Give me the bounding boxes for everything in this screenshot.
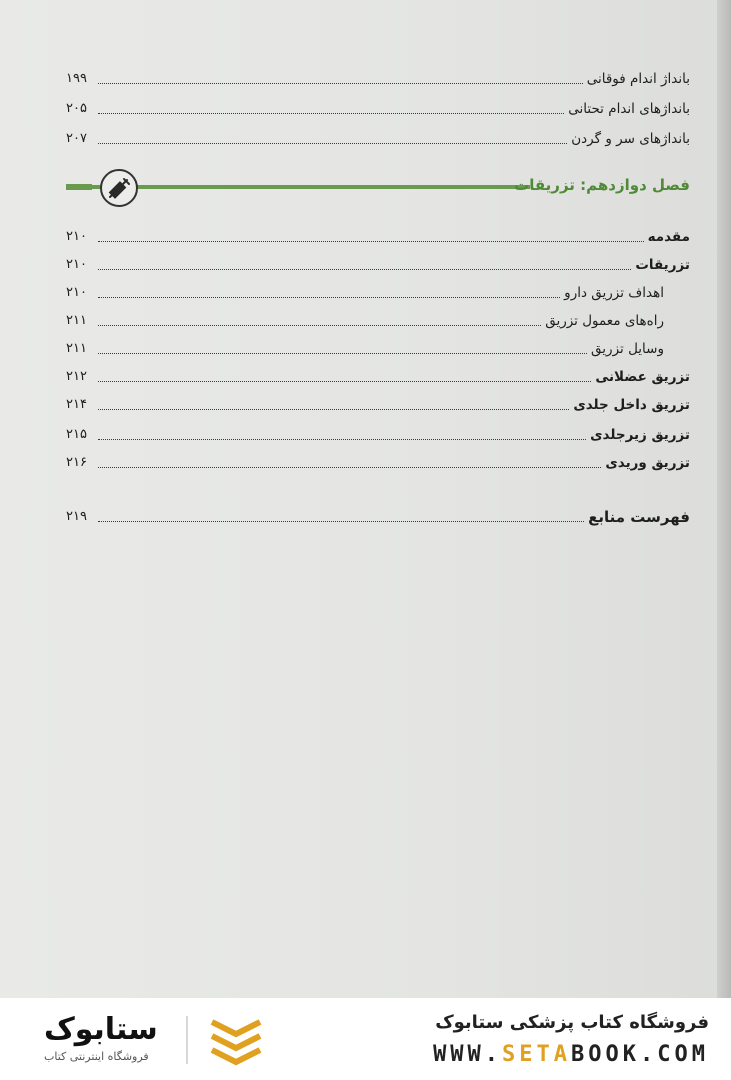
toc-references-entry — [66, 502, 690, 526]
leader-dots — [98, 324, 541, 326]
toc-entry-page: ۱۹۹ — [66, 71, 87, 86]
store-url — [433, 1042, 709, 1067]
toc-entry — [66, 448, 690, 472]
toc-entry-page: ۲۱۹ — [66, 509, 87, 524]
toc-entry — [66, 278, 690, 302]
toc-entry-title: تزریق زیرجلدی — [590, 427, 690, 443]
chapter-title: فصل دوازدهم: تزریقات — [514, 176, 690, 194]
toc-entry — [66, 390, 690, 414]
leader-dots — [98, 408, 569, 410]
toc-entry-title: بانداژهای اندام تحتانی — [568, 101, 690, 117]
toc-entry-page: ۲۱۱ — [66, 341, 87, 356]
toc-entry-title: تزریق وریدی — [605, 455, 690, 471]
toc-entry-page: ۲۱۰ — [66, 257, 87, 272]
toc-entry — [66, 64, 690, 88]
leader-dots — [98, 520, 584, 522]
toc-entry-title: بانداژ اندام فوقانی — [586, 71, 690, 87]
url-highlight: SETA — [502, 1042, 572, 1067]
logo-tagline: فروشگاه اینترنتی کتاب — [44, 1050, 149, 1063]
toc-entry — [66, 420, 690, 444]
store-name: فروشگاه کتاب پزشکی ستابوک — [435, 1012, 709, 1033]
toc-entry-title: تزریقات — [635, 257, 690, 273]
syringe-icon — [100, 169, 138, 207]
toc-entry-title: راه‌های معمول تزریق — [545, 313, 664, 329]
logo-separator — [186, 1016, 188, 1064]
toc-entry — [66, 94, 690, 118]
toc-entry-title: فهرست منابع — [588, 508, 690, 526]
toc-entry — [66, 362, 690, 386]
toc-entry-page: ۲۱۰ — [66, 285, 87, 300]
toc-entry — [66, 124, 690, 148]
toc-entry-page: ۲۰۵ — [66, 101, 87, 116]
toc-entry-page: ۲۱۴ — [66, 397, 87, 412]
leader-dots — [98, 352, 587, 354]
leader-dots — [98, 142, 567, 144]
page-edge — [717, 0, 731, 998]
leader-dots — [98, 296, 560, 298]
toc-entry-title: مقدمه — [647, 229, 690, 245]
url-suffix: BOOK.COM — [571, 1042, 709, 1067]
toc-entry-page: ۲۱۵ — [66, 427, 87, 442]
toc-entry-page: ۲۱۶ — [66, 455, 87, 470]
toc-entry — [66, 250, 690, 274]
leader-dots — [98, 240, 644, 242]
url-prefix: WWW. — [433, 1042, 503, 1067]
watermark-footer — [0, 998, 731, 1080]
toc-entry-title: وسایل تزریق — [591, 341, 664, 357]
toc-entry-page: ۲۱۰ — [66, 229, 87, 244]
leader-dots — [98, 380, 591, 382]
toc-entry-page: ۲۱۲ — [66, 369, 87, 384]
leader-dots — [98, 112, 564, 114]
leader-dots — [98, 466, 601, 468]
leader-dots — [98, 438, 586, 440]
toc-entry-title: تزریق عضلانی — [595, 369, 690, 385]
logo-brand: ستابوک — [44, 1012, 158, 1047]
toc-entry — [66, 334, 690, 358]
toc-entry-title: اهداف تزریق دارو — [564, 285, 664, 301]
toc-entry-title: بانداژهای سر و گردن — [571, 131, 690, 147]
toc-entry — [66, 222, 690, 246]
toc-entry — [66, 306, 690, 330]
leader-dots — [98, 268, 631, 270]
leader-dots — [98, 82, 583, 84]
toc-entry-page: ۲۱۱ — [66, 313, 87, 328]
toc-entry-title: تزریق داخل جلدی — [573, 397, 690, 413]
stacked-books-icon — [206, 1014, 266, 1066]
store-logo — [36, 1010, 286, 1070]
chapter-heading — [66, 170, 690, 204]
toc-entry-page: ۲۰۷ — [66, 131, 87, 146]
